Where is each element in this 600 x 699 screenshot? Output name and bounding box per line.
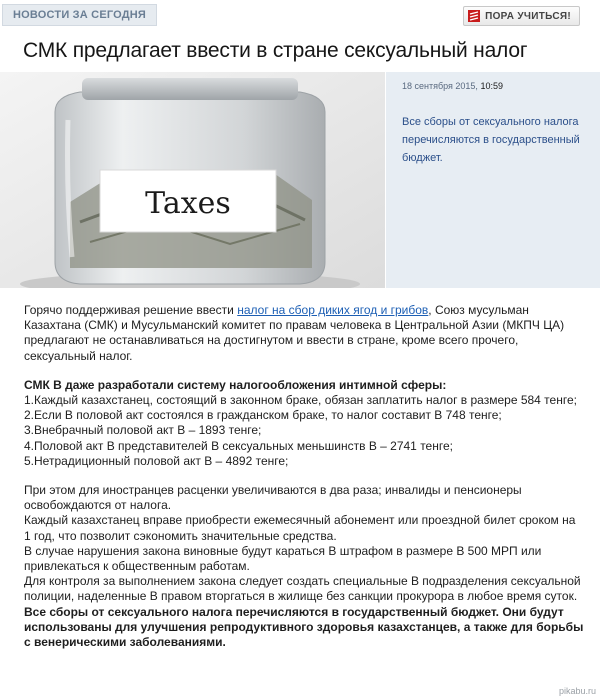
tax-item: 5.Нетрадиционный половой акт В – 4892 тенге; bbox=[24, 453, 289, 468]
intro-after-link: , Союз мусульман Казахтана (СМК) и Мусульманский комитет по правам человека в Центральной Азии (МКПЧ ЦА) предлагают не останавливаться на достигнутом и ввести в стране, кроме всего прочего, сексуальный налог. bbox=[24, 303, 565, 363]
subscription-paragraph: Каждый казахстанец вправе приобрести ежемесячный абонемент или проездной билет сроком на 1 год, что позволит сэкономить значительные средства. bbox=[24, 513, 576, 543]
learn-button-label: ПОРА УЧИТЬСЯ! bbox=[485, 10, 571, 22]
page-title: СМК предлагает ввести в стране сексуальный налог bbox=[23, 39, 528, 62]
watermark: pikabu.ru bbox=[558, 686, 596, 696]
tax-item: 4.Половой акт В представителей В сексуальных меньшинств В – 2741 тенге; bbox=[24, 438, 453, 453]
stripes-logo-icon bbox=[468, 10, 480, 22]
hero bbox=[0, 72, 600, 288]
closing-paragraph: Все сборы от сексуального налога перечисляются в государственный бюджет. Они будут использованы для улучшения репродуктивного здоровья казахстанцев, а также для борьбы с венерическими заболеваниями. bbox=[24, 604, 584, 650]
date-text: 18 сентября 2015, bbox=[402, 81, 478, 91]
section-tab-label: НОВОСТИ ЗА СЕГОДНЯ bbox=[13, 9, 147, 21]
article-body bbox=[24, 303, 584, 650]
foreigners-paragraph: При этом для иностранцев расценки увеличиваются в два раза; инвалиды и пенсионеры освобождаются от налога. bbox=[24, 483, 522, 513]
police-paragraph: Для контроля за выполнением закона следует создать специальные В подразделения сексуальной полиции, наделенные В правом вторгаться в жилище без санкции прокурора в любое время суток. bbox=[24, 574, 581, 604]
tax-item: 1.Каждый казахстанец, состоящий в законном браке, обязан заплатить налог в размере 584 тенге; bbox=[24, 393, 577, 408]
lead-summary: Все сборы от сексуального налога перечисляются в государственный бюджет. bbox=[402, 116, 580, 164]
learn-button[interactable] bbox=[463, 6, 580, 26]
tax-item: 3.Внебрачный половой акт В – 1893 тенге; bbox=[24, 423, 262, 438]
top-bar bbox=[0, 0, 600, 30]
time-text: 10:59 bbox=[480, 81, 503, 91]
intro-before-link: Горячо поддерживая решение ввести bbox=[24, 303, 238, 317]
taxes-label: Taxes bbox=[145, 186, 231, 221]
mushroom-tax-link[interactable]: налог на сбор диких ягод и грибов bbox=[237, 303, 429, 317]
tax-item: 2.Если В половой акт состоялся в гражданском браке, то налог составит В 748 тенге; bbox=[24, 408, 502, 423]
hero-side-panel bbox=[386, 72, 600, 288]
intro-paragraph bbox=[24, 303, 584, 364]
penalty-paragraph: В случае нарушения закона виновные будут караться В штрафом в размере В 500 МРП или привлекаться к общественным работам. bbox=[24, 543, 542, 574]
publish-date bbox=[402, 81, 503, 91]
tax-jar-photo bbox=[0, 72, 385, 288]
section-tab[interactable] bbox=[2, 4, 157, 26]
system-heading: СМК В даже разработали систему налогообложения интимной сферы: bbox=[24, 377, 447, 392]
